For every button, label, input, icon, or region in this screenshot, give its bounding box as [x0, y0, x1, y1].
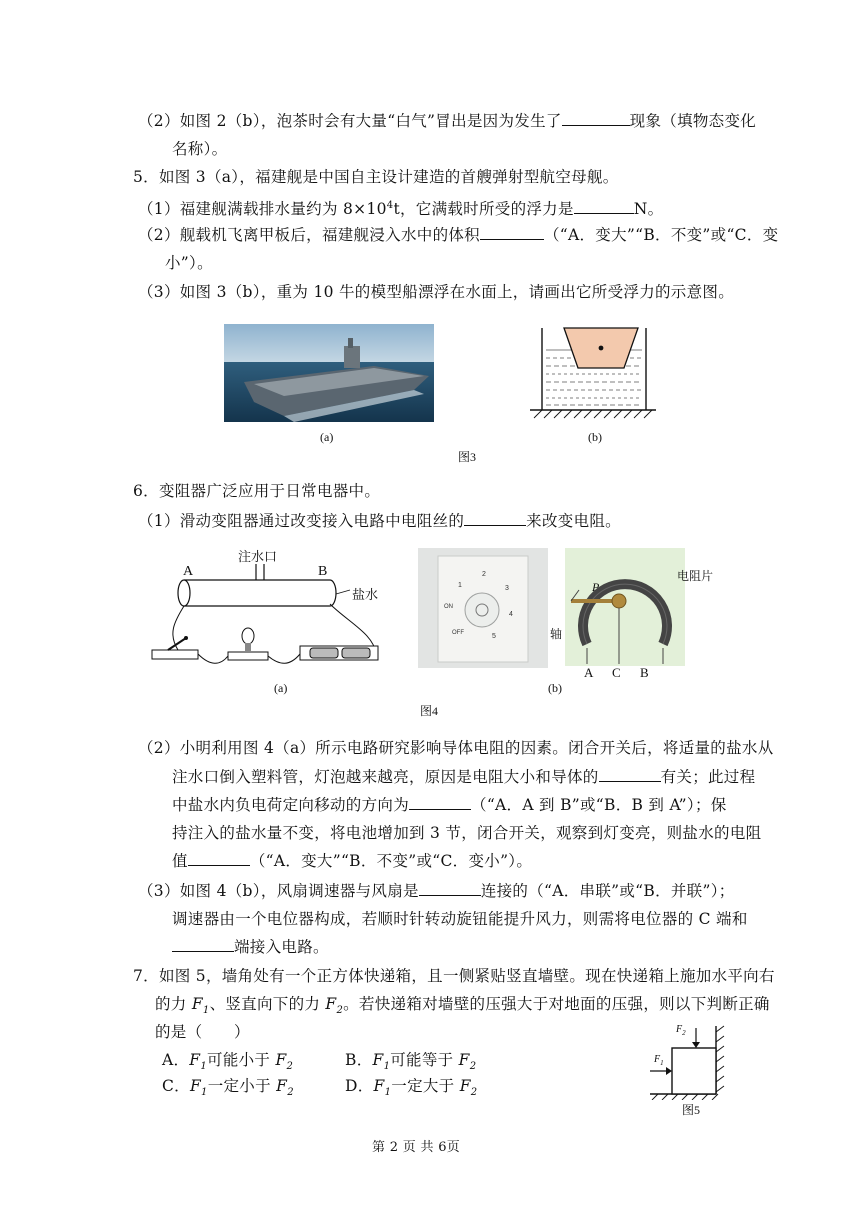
q6-part2-line2 — [172, 766, 755, 788]
q5-part1-text-a: （1）福建舰满载排水量约为 8×10 — [138, 200, 387, 219]
q6-part2-line1: （2）小明利用图 4（a）所示电路研究影响导体电阻的因素。闭合开关后，将适量的盐水从 — [138, 739, 774, 757]
q7-text-c: 。若快递箱对墙壁的压强大于对地面的压强，则以下判断正确 — [343, 995, 770, 1013]
potentiometer-diagram — [565, 548, 685, 666]
label-inlet: 注水口 — [238, 549, 278, 564]
q7-line2 — [155, 993, 770, 1022]
q6-part2-line3 — [172, 794, 727, 816]
q5-part1-text-c: N。 — [633, 200, 664, 219]
q6-part1-text-b: 来改变电阻。 — [526, 512, 621, 530]
label-f2: $F_2$ — [676, 1024, 686, 1037]
page-footer: 第 2 页 共 6页 — [372, 1140, 461, 1155]
q5-part1 — [138, 195, 663, 220]
q7-text-b: 、竖直向下的力 — [209, 995, 326, 1013]
q6-part3-text-a: （3）如图 4（b），风扇调速器与风扇是 — [138, 882, 419, 900]
fig3b-caption: (b) — [588, 430, 602, 444]
q7-option-a[interactable]: A．$F_1$可能小于 $F_2$ — [162, 1051, 294, 1073]
q5-stem: 5．如图 3（a），福建舰是中国自主设计建造的首艘弹射型航空母舰。 — [133, 168, 619, 186]
q4-part2-text-a: （2）如图 2（b），泡茶时会有大量“白气”冒出是因为发生了 — [138, 112, 562, 130]
answer-blank[interactable] — [480, 225, 544, 240]
dial-tick-4: 4 — [509, 611, 513, 618]
q6-part1 — [138, 510, 621, 532]
fan-dial-photo — [418, 548, 548, 668]
carrier-photo — [224, 324, 434, 422]
answer-blank[interactable] — [409, 795, 471, 810]
label-a: A — [183, 564, 194, 579]
q6-part3-line2: 调速器由一个电位器构成，若顺时针转动旋钮能提升风力，则需将电位器的 C 端和 — [172, 910, 748, 928]
answer-blank[interactable] — [574, 199, 634, 214]
dial-tick-3: 3 — [505, 585, 509, 592]
label-salt-water: 盐水 — [352, 587, 379, 602]
q6-part2-text-e: 值 — [172, 852, 188, 870]
q6-part3-text-b: 连接的（“A．串联”或“B．并联”）； — [480, 882, 735, 900]
q4-part2-text-b: 现象（填物态变化 — [629, 112, 757, 130]
q6-part2-text-a: 注水口倒入塑料管，灯泡越来越亮，原因是电阻大小和导体的 — [172, 768, 599, 786]
label-b: B — [640, 665, 649, 680]
q7-line3: 的是（ ） — [155, 1023, 250, 1041]
force-f1: $F_1$ — [191, 995, 210, 1017]
answer-blank[interactable] — [562, 111, 630, 126]
dial-tick-2: 2 — [482, 571, 486, 578]
dial-on-label: ON — [444, 604, 453, 610]
fig3a-caption: (a) — [320, 430, 334, 444]
label-c: C — [612, 665, 621, 680]
dial-tick-1: 1 — [458, 582, 462, 589]
force-f2: $F_2$ — [325, 995, 344, 1017]
q6-part2-text-d: （“A．A 到 B”或“B．B 到 A”）；保 — [471, 796, 727, 814]
q5-part2-text-b: （“A．变大”“B．不变”或“C．变 — [543, 226, 779, 244]
q7-text-a: 的力 — [155, 995, 192, 1013]
fig4-title: 图4 — [420, 704, 439, 718]
fig3-title: 图3 — [458, 450, 477, 464]
dial-off-label: OFF — [452, 630, 464, 636]
answer-blank[interactable] — [188, 851, 250, 866]
label-b: B — [318, 564, 328, 579]
answer-blank[interactable] — [599, 767, 661, 782]
q6-part3-line3 — [172, 936, 329, 958]
q5-part1-text-b: t，它满载时所受的浮力是 — [393, 200, 574, 219]
answer-blank[interactable] — [464, 511, 526, 526]
answer-blank[interactable] — [172, 937, 234, 952]
label-f1: $F_1$ — [654, 1054, 664, 1067]
q5-part3: （3）如图 3（b），重为 10 牛的模型船漂浮在水面上，请画出它所受浮力的示意图。 — [138, 283, 735, 301]
label-resistor-plate: 电阻片 — [677, 569, 714, 583]
q6-part2-text-f: （“A．变大”“B．不变”或“C．变小”）。 — [249, 852, 533, 870]
q7-option-c[interactable]: C．$F_1$一定小于 $F_2$ — [162, 1077, 294, 1099]
q4-part2-line2: 名称）。 — [172, 140, 228, 158]
q6-part2-line4: 持注入的盐水量不变，将电池增加到 3 节，闭合开关，观察到灯变亮，则盐水的电阻 — [172, 824, 762, 842]
fig4b-caption: (b) — [548, 681, 562, 695]
label-axis: 轴 — [550, 627, 563, 641]
q6-part1-text-a: （1）滑动变阻器通过改变接入电路中电阻丝的 — [138, 512, 465, 530]
label-p: P — [592, 580, 600, 594]
label-a: A — [584, 665, 594, 680]
q5-part2-text-a: （2）舰载机飞离甲板后，福建舰浸入水中的体积 — [138, 226, 480, 244]
q6-part2-text-b: 有关；此过程 — [660, 768, 756, 786]
q5-part2-line2: 小”）。 — [165, 254, 213, 272]
q6-part2-text-c: 中盐水内负电荷定向移动的方向为 — [172, 796, 410, 814]
q5-exponent: 4 — [386, 200, 394, 211]
q4-part2-line1 — [138, 110, 756, 132]
fig5-title: 图5 — [682, 1103, 701, 1117]
q6-stem: 6．变阻器广泛应用于日常电器中。 — [133, 482, 381, 500]
q6-part3-line1 — [138, 880, 735, 902]
q7-option-d[interactable]: D．$F_1$一定大于 $F_2$ — [345, 1077, 478, 1099]
q5-part2-line1 — [138, 224, 778, 246]
floating-boat-figure — [528, 324, 658, 424]
dial-tick-5: 5 — [492, 633, 496, 640]
q6-part2-line5 — [172, 850, 532, 872]
answer-blank[interactable] — [419, 881, 481, 896]
q6-part3-text-c: 端接入电路。 — [234, 938, 329, 956]
fig4a-caption: (a) — [274, 681, 288, 695]
q7-line1: 7．如图 5，墙角处有一个正方体快递箱，且一侧紧贴竖直墙壁。现在快递箱上施加水平向右 — [133, 967, 775, 985]
q7-option-b[interactable]: B．$F_1$可能等于 $F_2$ — [345, 1051, 477, 1073]
